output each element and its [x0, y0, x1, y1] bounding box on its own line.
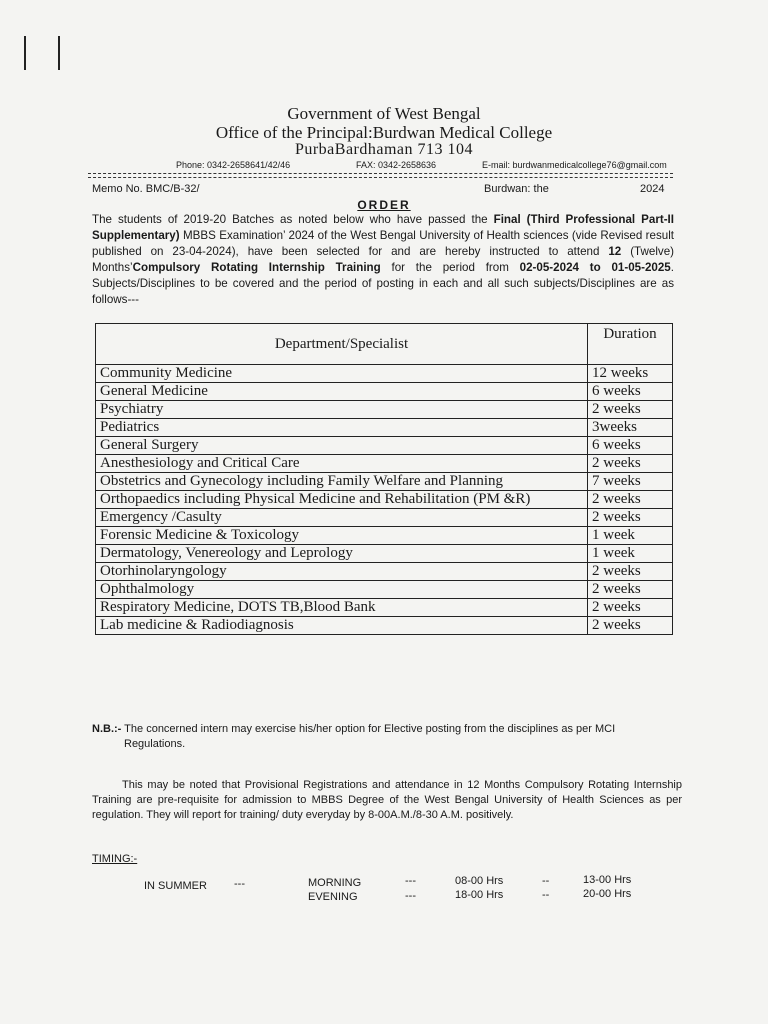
- intro-bold-months: 12: [608, 245, 622, 258]
- header-phone: Phone: 0342-2658641/42/46: [176, 160, 291, 170]
- intro-paragraph: [92, 212, 674, 308]
- table-cell-department: Anesthesiology and Critical Care: [96, 455, 588, 473]
- memo-place-date: Burdwan: the: [484, 183, 549, 195]
- table-row: [96, 473, 673, 491]
- intro-part-4: for the period from: [380, 261, 520, 274]
- memo-year: 2024: [640, 183, 665, 195]
- timing-season: IN SUMMER: [144, 880, 207, 892]
- order-title: ORDER: [357, 198, 411, 212]
- timing-evening-to: 20-00 Hrs: [583, 888, 632, 900]
- table-cell-department: General Medicine: [96, 383, 588, 401]
- table-cell-duration: 1 week: [588, 527, 673, 545]
- table-row: [96, 527, 673, 545]
- table-row: [96, 581, 673, 599]
- timing-morning-label: MORNING: [308, 877, 362, 889]
- header-rule: [88, 173, 673, 174]
- table-row: [96, 455, 673, 473]
- table-header-department: Department/Specialist: [96, 324, 588, 365]
- table-cell-department: Lab medicine & Radiodiagnosis: [96, 617, 588, 635]
- table-row: [96, 617, 673, 635]
- table-cell-duration: 6 weeks: [588, 437, 673, 455]
- table-row: [96, 563, 673, 581]
- intro-part-5: . Subjects/Disciplines to be covered and the period of posting in each and all such subjects/Disciplines are as follows---: [92, 261, 674, 306]
- nb-text-2: Regulations.: [124, 738, 186, 750]
- table-cell-department: Community Medicine: [96, 365, 588, 383]
- table-row: [96, 491, 673, 509]
- timing-morning-dash-2: --: [542, 875, 550, 887]
- table-cell-department: Obstetrics and Gynecology including Family Welfare and Planning: [96, 473, 588, 491]
- intro-bold-training: Compulsory Rotating Internship Training: [132, 261, 381, 274]
- intro-part-1: The students of 2019-20 Batches as noted below who have passed the: [92, 213, 494, 226]
- timing-evening-label: EVENING: [308, 891, 358, 903]
- table-cell-duration: 2 weeks: [588, 509, 673, 527]
- table-cell-department: General Surgery: [96, 437, 588, 455]
- table-row: [96, 401, 673, 419]
- timing-title: TIMING:-: [92, 853, 138, 865]
- nb-label: N.B.:-: [92, 723, 122, 735]
- table-row: [96, 383, 673, 401]
- table-body: [96, 365, 673, 635]
- table-cell-duration: 1 week: [588, 545, 673, 563]
- table-cell-duration: 7 weeks: [588, 473, 673, 491]
- registration-paragraph: This may be noted that Provisional Registrations and attendance in 12 Months Compulsory Rotating Internship Training are pre-requisite for admission to MBBS Degree of the West Bengal University of Health Sciences as per regulation. They will report for training/ duty everyday by 8-00A.M./8-30 A.M. positively.: [92, 779, 682, 821]
- table-header-row: [96, 324, 673, 365]
- table-row: [96, 419, 673, 437]
- nb-note: [92, 722, 682, 752]
- table-cell-duration: 12 weeks: [588, 365, 673, 383]
- table-cell-duration: 2 weeks: [588, 599, 673, 617]
- header-office: Office of the Principal:Burdwan Medical College: [215, 123, 553, 142]
- table-header-duration: Duration: [588, 324, 673, 365]
- table-cell-department: Orthopaedics including Physical Medicine and Rehabilitation (PM &R): [96, 491, 588, 509]
- table-cell-duration: 2 weeks: [588, 455, 673, 473]
- timing-evening-dash-2: --: [542, 889, 550, 901]
- table-cell-duration: 2 weeks: [588, 401, 673, 419]
- timing-morning-to: 13-00 Hrs: [583, 874, 632, 886]
- timing-evening-dash: ---: [405, 890, 416, 902]
- header-government: Government of West Bengal: [287, 104, 481, 123]
- timing-evening-from: 18-00 Hrs: [455, 889, 504, 901]
- nb-text: The concerned intern may exercise his/her option for Elective posting from the disciplines as per MCI: [121, 723, 616, 735]
- timing-morning-from: 08-00 Hrs: [455, 875, 504, 887]
- memo-number: Memo No. BMC/B-32/: [92, 183, 200, 195]
- table-row: [96, 437, 673, 455]
- intro-part-2: MBBS Examination’ 2024 of the West Bengal University of Health sciences (vide Revised result published on 23-04-2024), have been selected for and are hereby instructed to attend: [92, 229, 674, 258]
- header-email: E-mail: burdwanmedicalcollege76@gmail.com: [482, 160, 667, 170]
- table-cell-department: Otorhinolaryngology: [96, 563, 588, 581]
- table-cell-duration: 2 weeks: [588, 491, 673, 509]
- intro-bold-period: 02-05-2024 to 01-05-2025: [519, 261, 671, 274]
- table-cell-department: Pediatrics: [96, 419, 588, 437]
- header-address: PurbaBardhaman 713 104: [294, 141, 474, 158]
- table-row: [96, 599, 673, 617]
- table-cell-department: Forensic Medicine & Toxicology: [96, 527, 588, 545]
- table-row: [96, 509, 673, 527]
- header-fax: FAX: 0342-2658636: [356, 160, 437, 170]
- table-cell-department: Emergency /Casulty: [96, 509, 588, 527]
- timing-morning-dash: ---: [405, 875, 416, 887]
- table-cell-department: Respiratory Medicine, DOTS TB,Blood Bank: [96, 599, 588, 617]
- timing-season-dash: ---: [234, 878, 245, 890]
- table-row: [96, 365, 673, 383]
- table-cell-department: Dermatology, Venereology and Leprology: [96, 545, 588, 563]
- intro-bold-exam: Final (Third Professional Part-II Supplementary): [92, 213, 675, 242]
- posting-table: [95, 323, 673, 635]
- table-cell-department: Psychiatry: [96, 401, 588, 419]
- table-cell-duration: 2 weeks: [588, 581, 673, 599]
- table-cell-duration: 2 weeks: [588, 617, 673, 635]
- table-row: [96, 545, 673, 563]
- table-cell-duration: 2 weeks: [588, 563, 673, 581]
- table-cell-duration: 6 weeks: [588, 383, 673, 401]
- intro-part-3: (Twelve) Months’: [92, 245, 674, 274]
- table-cell-duration: 3weeks: [588, 419, 673, 437]
- margin-mark-left: [24, 36, 26, 70]
- margin-mark-right: [58, 36, 60, 70]
- table-cell-department: Ophthalmology: [96, 581, 588, 599]
- header-rule-2: [88, 177, 673, 178]
